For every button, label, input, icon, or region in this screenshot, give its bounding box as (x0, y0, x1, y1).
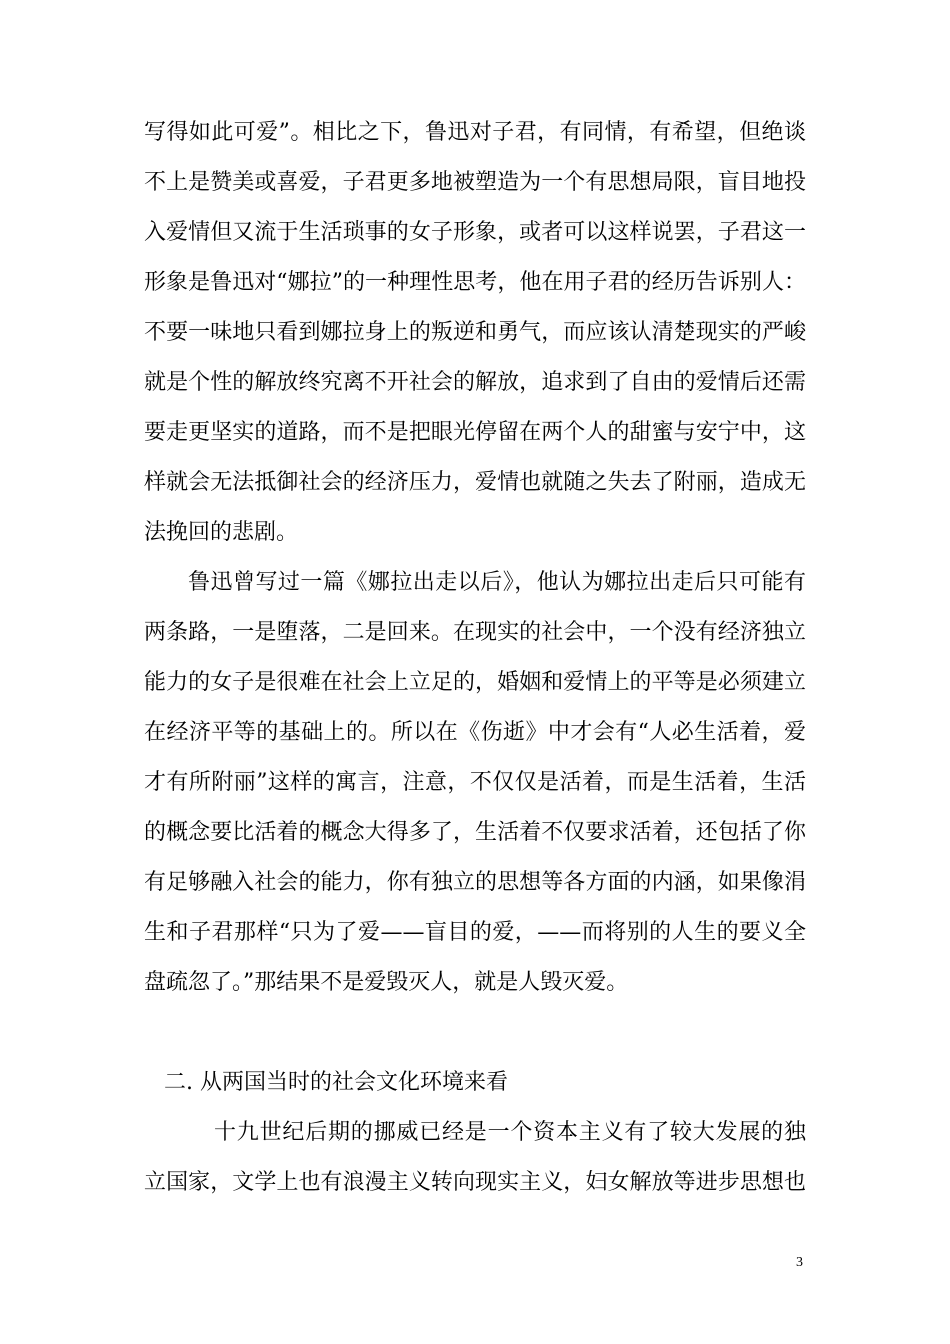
body-text-line-indented: 鲁迅曾写过一篇《娜拉出走以后》，他认为娜拉出走后只可能有 (188, 570, 806, 595)
body-text-line: 要走更坚实的道路，而不是把眼光停留在两个人的甜蜜与安宁中，这 (144, 420, 806, 445)
body-text-line: 在经济平等的基础上的。所以在《伤逝》中才会有“人必生活着，爱 (144, 720, 806, 745)
body-text-line: 生和子君那样“只为了爱——盲目的爱，——而将别的人生的要义全 (144, 920, 806, 945)
body-text-line: 不要一味地只看到娜拉身上的叛逆和勇气，而应该认清楚现实的严峻 (144, 320, 806, 345)
body-text-line: 两条路，一是堕落，二是回来。在现实的社会中，一个没有经济独立 (144, 620, 806, 645)
body-text-line: 盘疏忽了。”那结果不是爱毁灭人，就是人毁灭爱。 (144, 970, 629, 995)
body-text-line: 能力的女子是很难在社会上立足的，婚姻和爱情上的平等是必须建立 (144, 670, 806, 695)
body-text-line: 入爱情但又流于生活琐事的女子形象，或者可以这样说罢，子君这一 (144, 220, 806, 245)
body-text-line: 的概念要比活着的概念大得多了，生活着不仅要求活着，还包括了你 (144, 820, 806, 845)
page-number: 3 (796, 1255, 803, 1270)
body-text-line: 就是个性的解放终究离不开社会的解放，追求到了自由的爱情后还需 (144, 370, 806, 395)
body-text-line: 法挽回的悲剧。 (144, 520, 299, 545)
body-text-line: 形象是鲁迅对“娜拉”的一种理性思考，他在用子君的经历告诉别人： (144, 270, 806, 295)
body-text-line-indented: 十九世纪后期的挪威已经是一个资本主义有了较大发展的独 (214, 1120, 806, 1145)
body-text-line: 样就会无法抵御社会的经济压力，爱情也就随之失去了附丽，造成无 (144, 470, 806, 495)
section-heading: 二. 从两国当时的社会文化环境来看 (164, 1070, 508, 1095)
body-text-line: 才有所附丽”这样的寓言，注意，不仅仅是活着，而是生活着，生活 (144, 770, 806, 795)
body-text-line: 不上是赞美或喜爱，子君更多地被塑造为一个有思想局限，盲目地投 (144, 170, 806, 195)
body-text-line: 有足够融入社会的能力，你有独立的思想等各方面的内涵，如果像涓 (144, 870, 806, 895)
body-text-line: 写得如此可爱”。相比之下，鲁迅对子君，有同情，有希望，但绝谈 (144, 120, 806, 145)
body-text-line: 立国家，文学上也有浪漫主义转向现实主义，妇女解放等进步思想也 (144, 1170, 806, 1195)
